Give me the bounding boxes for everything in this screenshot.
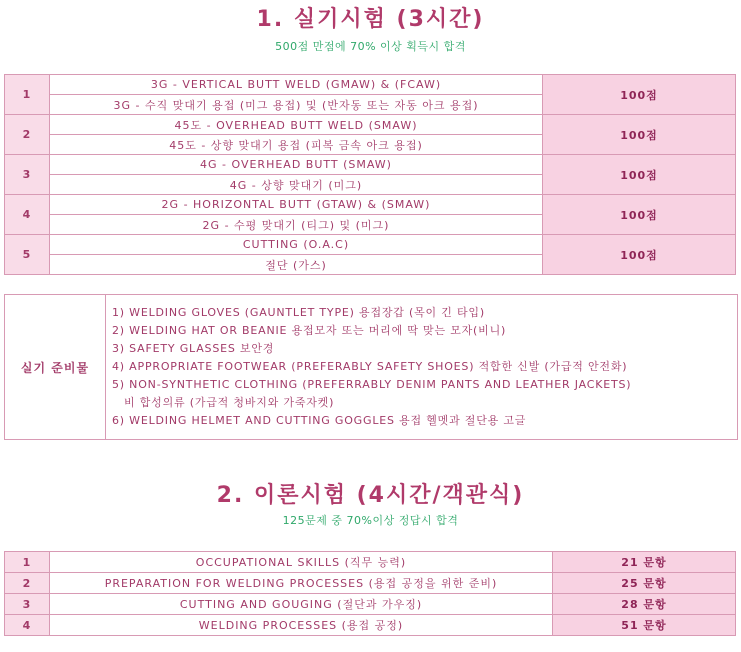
- theory-row: [5, 615, 736, 636]
- row-english: 3G - VERTICAL BUTT WELD (GMAW) & (FCAW): [50, 75, 543, 95]
- preparation-item: 비 합성의류 (가급적 청바지와 가죽자켓): [124, 396, 335, 409]
- row-count: 21 문항: [553, 552, 736, 573]
- preparation-label: 실기 준비물: [5, 295, 106, 440]
- practical-subtitle: 500점 만점에 70% 이상 획득시 합격: [275, 40, 466, 53]
- preparation-item: 2) WELDING HAT OR BEANIE 용접모자 또는 머리에 딱 맞는 모자(비니): [112, 324, 507, 337]
- row-english: 4G - OVERHEAD BUTT (SMAW): [50, 155, 543, 175]
- practical-title: 1. 실기시험 (3시간): [256, 7, 485, 32]
- theory-row: [5, 594, 736, 615]
- row-number: 2: [5, 115, 50, 155]
- row-number: 1: [5, 552, 50, 573]
- row-label: WELDING PROCESSES (용접 공정): [50, 615, 553, 636]
- preparation-list: [106, 295, 738, 440]
- preparation-item: 1) WELDING GLOVES (GAUNTLET TYPE) 용접장갑 (목이 긴 타입): [112, 306, 485, 319]
- row-english: 45도 - OVERHEAD BUTT WELD (SMAW): [50, 115, 543, 135]
- row-count: 28 문항: [553, 594, 736, 615]
- row-label: CUTTING AND GOUGING (절단과 가우징): [50, 594, 553, 615]
- preparation-item: 4) APPROPRIATE FOOTWEAR (PREFERABLY SAFETY SHOES) 적합한 신발 (가급적 안전화): [112, 360, 628, 373]
- row-english: CUTTING (O.A.C): [50, 235, 543, 255]
- practical-row: [5, 195, 736, 215]
- row-korean: 2G - 수평 맞대기 (티그) 및 (미그): [50, 215, 543, 235]
- row-korean: 3G - 수직 맞대기 용접 (미그 용접) 및 (반자동 또는 자동 아크 용접): [50, 95, 543, 115]
- row-korean: 45도 - 상향 맞대기 용접 (피복 금속 아크 용접): [50, 135, 543, 155]
- row-count: 51 문항: [553, 615, 736, 636]
- preparation-item: 6) WELDING HELMET AND CUTTING GOGGLES 용접 헬멧과 절단용 고글: [112, 414, 527, 427]
- practical-row: [5, 235, 736, 255]
- row-score: 100점: [543, 115, 736, 155]
- row-number: 1: [5, 75, 50, 115]
- row-number: 3: [5, 155, 50, 195]
- row-number: 2: [5, 573, 50, 594]
- row-score: 100점: [543, 155, 736, 195]
- theory-subtitle: 125문제 중 70%이상 정답시 합격: [282, 514, 459, 527]
- preparation-table: [4, 294, 738, 440]
- practical-row: [5, 155, 736, 175]
- theory-row: [5, 552, 736, 573]
- row-score: 100점: [543, 235, 736, 275]
- practical-table: [4, 74, 736, 275]
- row-label: PREPARATION FOR WELDING PROCESSES (용접 공정을 위한 준비): [50, 573, 553, 594]
- row-count: 25 문항: [553, 573, 736, 594]
- row-number: 4: [5, 195, 50, 235]
- preparation-item: 3) SAFETY GLASSES 보안경: [112, 342, 275, 355]
- row-english: 2G - HORIZONTAL BUTT (GTAW) & (SMAW): [50, 195, 543, 215]
- row-label: OCCUPATIONAL SKILLS (직무 능력): [50, 552, 553, 573]
- practical-row: [5, 115, 736, 135]
- preparation-item: 5) NON-SYNTHETIC CLOTHING (PREFERRABLY DENIM PANTS AND LEATHER JACKETS): [112, 378, 632, 391]
- row-number: 4: [5, 615, 50, 636]
- theory-row: [5, 573, 736, 594]
- row-number: 3: [5, 594, 50, 615]
- practical-row: [5, 75, 736, 95]
- row-score: 100점: [543, 75, 736, 115]
- theory-title: 2. 이론시험 (4시간/객관식): [216, 483, 525, 508]
- theory-table: [4, 551, 736, 636]
- row-number: 5: [5, 235, 50, 275]
- row-korean: 절단 (가스): [50, 255, 543, 275]
- row-korean: 4G - 상향 맞대기 (미그): [50, 175, 543, 195]
- row-score: 100점: [543, 195, 736, 235]
